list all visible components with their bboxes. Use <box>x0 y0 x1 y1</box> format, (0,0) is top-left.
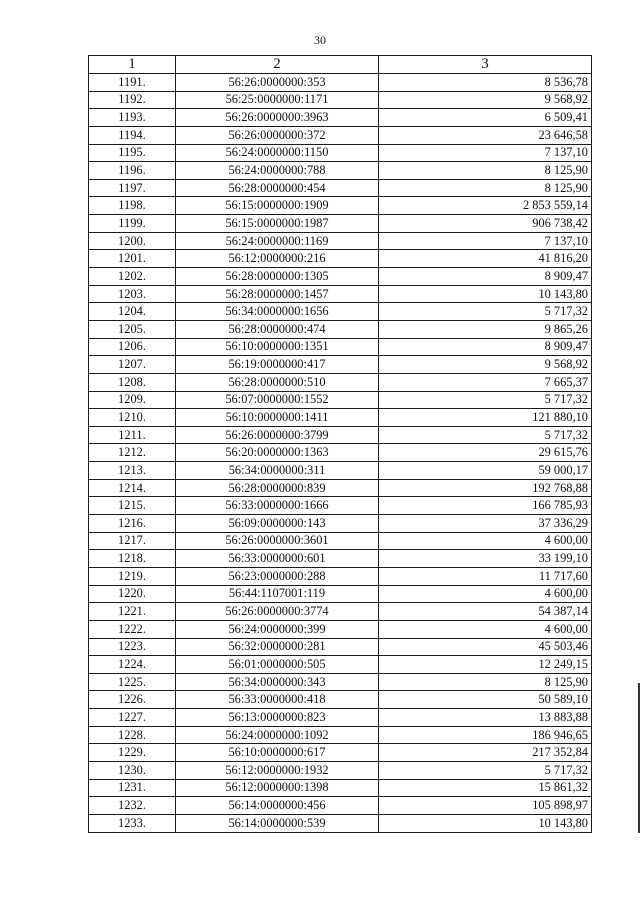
table-row <box>89 74 592 92</box>
row-number-cell: 1197. <box>89 179 176 197</box>
cadastral-number-cell: 56:26:0000000:3774 <box>176 603 379 621</box>
table-row <box>89 603 592 621</box>
value-cell: 45 503,46 <box>379 638 592 656</box>
value-cell: 7 137,10 <box>379 144 592 162</box>
table-row <box>89 320 592 338</box>
cadastral-number-cell: 56:13:0000000:823 <box>176 709 379 727</box>
value-cell: 4 600,00 <box>379 585 592 603</box>
cadastral-number-cell: 56:24:0000000:1092 <box>176 726 379 744</box>
cadastral-number-cell: 56:12:0000000:1398 <box>176 779 379 797</box>
cadastral-number-cell: 56:14:0000000:456 <box>176 797 379 815</box>
row-number-cell: 1196. <box>89 162 176 180</box>
row-number-cell: 1220. <box>89 585 176 603</box>
cadastral-number-cell: 56:33:0000000:418 <box>176 691 379 709</box>
table-body <box>89 74 592 833</box>
cadastral-number-cell: 56:24:0000000:1150 <box>176 144 379 162</box>
cadastral-number-cell: 56:26:0000000:3799 <box>176 426 379 444</box>
row-number-cell: 1193. <box>89 109 176 127</box>
value-cell: 37 336,29 <box>379 515 592 533</box>
cadastral-number-cell: 56:28:0000000:1457 <box>176 285 379 303</box>
row-number-cell: 1225. <box>89 673 176 691</box>
table-row <box>89 303 592 321</box>
table-row <box>89 797 592 815</box>
table-row <box>89 691 592 709</box>
cadastral-number-cell: 56:26:0000000:372 <box>176 126 379 144</box>
row-number-cell: 1206. <box>89 338 176 356</box>
row-number-cell: 1203. <box>89 285 176 303</box>
row-number-cell: 1222. <box>89 620 176 638</box>
value-cell: 217 352,84 <box>379 744 592 762</box>
row-number-cell: 1213. <box>89 462 176 480</box>
cadastral-number-cell: 56:28:0000000:510 <box>176 373 379 391</box>
row-number-cell: 1195. <box>89 144 176 162</box>
table-row <box>89 550 592 568</box>
value-cell: 6 509,41 <box>379 109 592 127</box>
column-header-1: 1 <box>89 56 176 74</box>
value-cell: 9 568,92 <box>379 91 592 109</box>
table-row <box>89 356 592 374</box>
row-number-cell: 1205. <box>89 320 176 338</box>
row-number-cell: 1223. <box>89 638 176 656</box>
cadastral-number-cell: 56:19:0000000:417 <box>176 356 379 374</box>
cadastral-number-cell: 56:10:0000000:1351 <box>176 338 379 356</box>
value-cell: 41 816,20 <box>379 250 592 268</box>
row-number-cell: 1192. <box>89 91 176 109</box>
table-row <box>89 744 592 762</box>
row-number-cell: 1198. <box>89 197 176 215</box>
value-cell: 166 785,93 <box>379 497 592 515</box>
table-row <box>89 779 592 797</box>
value-cell: 5 717,32 <box>379 426 592 444</box>
row-number-cell: 1201. <box>89 250 176 268</box>
value-cell: 8 909,47 <box>379 268 592 286</box>
cadastral-number-cell: 56:28:0000000:454 <box>176 179 379 197</box>
row-number-cell: 1226. <box>89 691 176 709</box>
table-row <box>89 426 592 444</box>
value-cell: 8 909,47 <box>379 338 592 356</box>
value-cell: 54 387,14 <box>379 603 592 621</box>
table-row <box>89 497 592 515</box>
row-number-cell: 1218. <box>89 550 176 568</box>
cadastral-number-cell: 56:26:0000000:3963 <box>176 109 379 127</box>
table-row <box>89 285 592 303</box>
table-row <box>89 391 592 409</box>
value-cell: 23 646,58 <box>379 126 592 144</box>
row-number-cell: 1228. <box>89 726 176 744</box>
cadastral-number-cell: 56:28:0000000:1305 <box>176 268 379 286</box>
table-row <box>89 215 592 233</box>
table-row <box>89 162 592 180</box>
table-row <box>89 179 592 197</box>
table-row <box>89 638 592 656</box>
table-row <box>89 479 592 497</box>
table-row <box>89 462 592 480</box>
value-cell: 7 665,37 <box>379 373 592 391</box>
column-header-2: 2 <box>176 56 379 74</box>
value-cell: 5 717,32 <box>379 391 592 409</box>
row-number-cell: 1233. <box>89 814 176 832</box>
cadastral-number-cell: 56:44:1107001:119 <box>176 585 379 603</box>
table-row <box>89 109 592 127</box>
cadastral-number-cell: 56:12:0000000:1932 <box>176 761 379 779</box>
value-cell: 8 125,90 <box>379 162 592 180</box>
table-row <box>89 761 592 779</box>
row-number-cell: 1231. <box>89 779 176 797</box>
cadastral-number-cell: 56:07:0000000:1552 <box>176 391 379 409</box>
value-cell: 10 143,80 <box>379 285 592 303</box>
table-row <box>89 585 592 603</box>
value-cell: 8 536,78 <box>379 74 592 92</box>
cadastral-number-cell: 56:10:0000000:1411 <box>176 409 379 427</box>
cadastral-number-cell: 56:26:0000000:3601 <box>176 532 379 550</box>
value-cell: 29 615,76 <box>379 444 592 462</box>
table-row <box>89 338 592 356</box>
table-row <box>89 409 592 427</box>
page-number: 30 <box>314 33 326 47</box>
row-number-cell: 1202. <box>89 268 176 286</box>
cadastral-number-cell: 56:26:0000000:353 <box>176 74 379 92</box>
cadastral-number-cell: 56:25:0000000:1171 <box>176 91 379 109</box>
row-number-cell: 1216. <box>89 515 176 533</box>
cadastral-number-cell: 56:24:0000000:1169 <box>176 232 379 250</box>
table-row <box>89 91 592 109</box>
row-number-cell: 1200. <box>89 232 176 250</box>
cadastral-number-cell: 56:12:0000000:216 <box>176 250 379 268</box>
header-row <box>89 56 592 74</box>
cadastral-number-cell: 56:23:0000000:288 <box>176 567 379 585</box>
cadastral-number-cell: 56:34:0000000:311 <box>176 462 379 480</box>
value-cell: 105 898,97 <box>379 797 592 815</box>
value-cell: 9 865,26 <box>379 320 592 338</box>
value-cell: 12 249,15 <box>379 656 592 674</box>
value-cell: 15 861,32 <box>379 779 592 797</box>
value-cell: 59 000,17 <box>379 462 592 480</box>
table-row <box>89 444 592 462</box>
value-cell: 5 717,32 <box>379 761 592 779</box>
row-number-cell: 1229. <box>89 744 176 762</box>
row-number-cell: 1207. <box>89 356 176 374</box>
row-number-cell: 1210. <box>89 409 176 427</box>
table-row <box>89 726 592 744</box>
table-row <box>89 144 592 162</box>
value-cell: 33 199,10 <box>379 550 592 568</box>
row-number-cell: 1211. <box>89 426 176 444</box>
table-row <box>89 373 592 391</box>
table-header <box>89 56 592 74</box>
row-number-cell: 1208. <box>89 373 176 391</box>
table-row <box>89 126 592 144</box>
cadastral-number-cell: 56:33:0000000:1666 <box>176 497 379 515</box>
table-row <box>89 620 592 638</box>
row-number-cell: 1227. <box>89 709 176 727</box>
row-number-cell: 1194. <box>89 126 176 144</box>
table-row <box>89 673 592 691</box>
row-number-cell: 1214. <box>89 479 176 497</box>
value-cell: 186 946,65 <box>379 726 592 744</box>
table-row <box>89 709 592 727</box>
cadastral-number-cell: 56:33:0000000:601 <box>176 550 379 568</box>
row-number-cell: 1199. <box>89 215 176 233</box>
cadastral-number-cell: 56:34:0000000:1656 <box>176 303 379 321</box>
value-cell: 4 600,00 <box>379 532 592 550</box>
row-number-cell: 1221. <box>89 603 176 621</box>
cadastral-number-cell: 56:24:0000000:399 <box>176 620 379 638</box>
cadastral-number-cell: 56:09:0000000:143 <box>176 515 379 533</box>
cadastral-number-cell: 56:34:0000000:343 <box>176 673 379 691</box>
value-cell: 11 717,60 <box>379 567 592 585</box>
row-number-cell: 1217. <box>89 532 176 550</box>
cadastral-number-cell: 56:28:0000000:839 <box>176 479 379 497</box>
value-cell: 9 568,92 <box>379 356 592 374</box>
table-row <box>89 268 592 286</box>
table-row <box>89 814 592 832</box>
cadastral-number-cell: 56:28:0000000:474 <box>176 320 379 338</box>
value-cell: 5 717,32 <box>379 303 592 321</box>
value-cell: 7 137,10 <box>379 232 592 250</box>
value-cell: 8 125,90 <box>379 673 592 691</box>
column-header-3: 3 <box>379 56 592 74</box>
value-cell: 50 589,10 <box>379 691 592 709</box>
value-cell: 13 883,88 <box>379 709 592 727</box>
value-cell: 10 143,80 <box>379 814 592 832</box>
value-cell: 192 768,88 <box>379 479 592 497</box>
row-number-cell: 1209. <box>89 391 176 409</box>
table-row <box>89 250 592 268</box>
cadastral-number-cell: 56:24:0000000:788 <box>176 162 379 180</box>
data-table <box>88 55 592 833</box>
row-number-cell: 1215. <box>89 497 176 515</box>
value-cell: 121 880,10 <box>379 409 592 427</box>
value-cell: 906 738,42 <box>379 215 592 233</box>
cadastral-number-cell: 56:01:0000000:505 <box>176 656 379 674</box>
cadastral-number-cell: 56:14:0000000:539 <box>176 814 379 832</box>
table-row <box>89 515 592 533</box>
cadastral-number-cell: 56:20:0000000:1363 <box>176 444 379 462</box>
table-row <box>89 532 592 550</box>
value-cell: 4 600,00 <box>379 620 592 638</box>
row-number-cell: 1232. <box>89 797 176 815</box>
value-cell: 8 125,90 <box>379 179 592 197</box>
cadastral-number-cell: 56:15:0000000:1909 <box>176 197 379 215</box>
table-row <box>89 656 592 674</box>
row-number-cell: 1230. <box>89 761 176 779</box>
table-row <box>89 567 592 585</box>
cadastral-number-cell: 56:15:0000000:1987 <box>176 215 379 233</box>
row-number-cell: 1224. <box>89 656 176 674</box>
row-number-cell: 1191. <box>89 74 176 92</box>
row-number-cell: 1219. <box>89 567 176 585</box>
cadastral-number-cell: 56:32:0000000:281 <box>176 638 379 656</box>
table-row <box>89 232 592 250</box>
row-number-cell: 1204. <box>89 303 176 321</box>
table-row <box>89 197 592 215</box>
row-number-cell: 1212. <box>89 444 176 462</box>
cadastral-number-cell: 56:10:0000000:617 <box>176 744 379 762</box>
value-cell: 2 853 559,14 <box>379 197 592 215</box>
